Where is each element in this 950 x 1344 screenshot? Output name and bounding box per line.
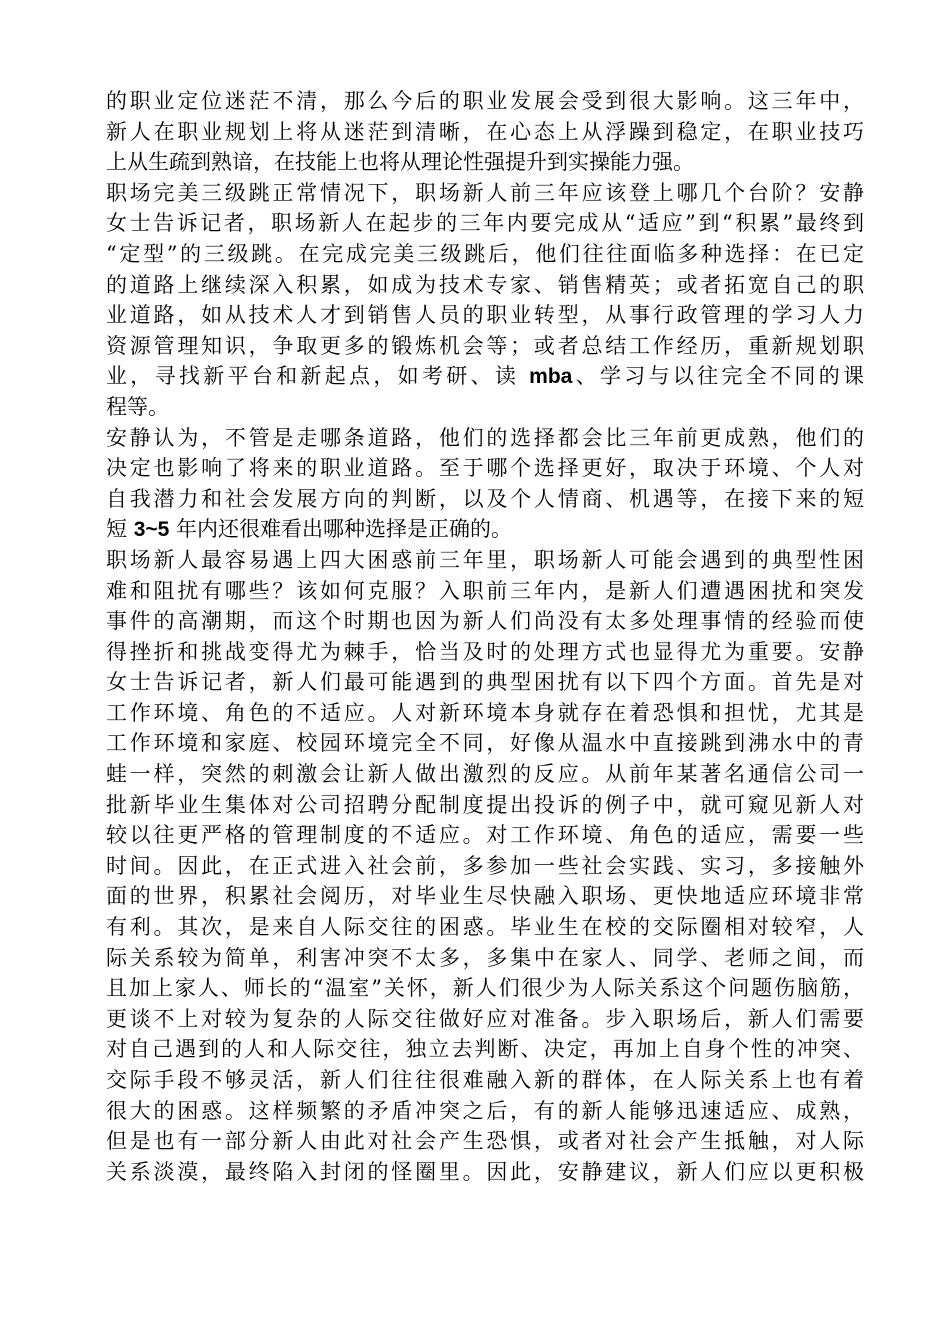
- latin-run: mba: [529, 365, 573, 389]
- text-line: 但是也有一部分新人由此对社会产生恐惧，或者对社会产生抵触，对人际: [106, 1129, 864, 1154]
- text-line: 且加上家人、师长的“温室”关怀，新人们很少为人际关系这个问题伤脑筋，: [106, 976, 864, 1001]
- paragraph-2: [106, 178, 864, 423]
- text-line: 程等。: [106, 394, 169, 419]
- text-line: 决定也影响了将来的职业道路。至于哪个选择更好，取决于环境、个人对: [106, 456, 864, 481]
- paragraph-4: [106, 545, 864, 1187]
- text-line: 女士告诉记者，职场新人在起步的三年内要完成从“适应”到“积累”最终到: [106, 211, 864, 236]
- paragraph-1: [106, 86, 864, 178]
- text-line: 新人在职业规划上将从迷茫到清晰，在心态上从浮躁到稳定，在职业技巧: [106, 119, 864, 144]
- text-line: 际关系较为简单，利害冲突不太多，多集中在家人、同学、老师之间，而: [106, 945, 864, 970]
- text-line: 交际手段不够灵活，新人们往往很难融入新的群体，在人际关系上也有着: [106, 1068, 864, 1092]
- text-line: 对自己遇到的人和人际交往，独立去判断、决定，再加上自身个性的冲突、: [106, 1037, 864, 1062]
- text-line: 短 3~5 年内还很难看出哪种选择是正确的。: [106, 517, 512, 542]
- text-line: 蛙一样，突然的刺激会让新人做出激烈的反应。从前年某著名通信公司一: [106, 762, 864, 787]
- paragraph-3: [106, 423, 864, 545]
- text-line: 安静认为，不管是走哪条道路，他们的选择都会比三年前更成熟，他们的: [106, 425, 864, 450]
- text-line: 的职业定位迷茫不清，那么今后的职业发展会受到很大影响。这三年中，: [106, 89, 864, 113]
- text-line: “定型”的三级跳。在完成完美三级跳后，他们往往面临多种选择：在已定: [106, 241, 864, 266]
- document-body: [106, 86, 864, 1187]
- text-line: 更谈不上对较为复杂的人际交往做好应对准备。步入职场后，新人们需要: [106, 1006, 864, 1031]
- text-line: 职场完美三级跳正常情况下，职场新人前三年应该登上哪几个台阶？安静: [106, 180, 864, 205]
- text-line: 工作环境和家庭、校园环境完全不同，好像从温水中直接跳到沸水中的青: [106, 731, 864, 756]
- text-line: 业道路，如从技术人才到销售人员的职业转型，从事行政管理的学习人力: [106, 303, 864, 328]
- text-line: 较以往更严格的管理制度的不适应。对工作环境、角色的适应，需要一些: [106, 823, 864, 848]
- text-line: 得挫折和挑战变得尤为棘手，恰当及时的处理方式也显得尤为重要。安静: [106, 639, 864, 664]
- text-line: 关系淡漠，最终陷入封闭的怪圈里。因此，安静建议，新人们应以更积极: [106, 1159, 864, 1184]
- text-line: 难和阻扰有哪些？该如何克服？入职前三年内，是新人们遭遇困扰和突发: [106, 578, 864, 603]
- text-line: 资源管理知识，争取更多的锻炼机会等；或者总结工作经历，重新规划职: [106, 333, 864, 358]
- text-line: 自我潜力和社会发展方向的判断，以及个人情商、机遇等，在接下来的短: [106, 486, 864, 511]
- text-line: 女士告诉记者，新人们最可能遇到的典型困扰有以下四个方面。首先是对: [106, 670, 864, 695]
- latin-run: 3~5: [133, 518, 170, 542]
- text-line: 事件的高潮期，而这个时期也因为新人们尚没有太多处理事情的经验而使: [106, 609, 864, 634]
- text-line: 很大的困惑。这样频繁的矛盾冲突之后，有的新人能够迅速适应、成熟，: [106, 1098, 864, 1123]
- text-line: 职场新人最容易遇上四大困惑前三年里，职场新人可能会遇到的典型性困: [106, 547, 864, 572]
- text-line: 的道路上继续深入积累，如成为技术专家、销售精英；或者拓宽自己的职: [106, 272, 864, 297]
- text-line: 工作环境、角色的不适应。人对新环境本身就存在着恐惧和担忧，尤其是: [106, 700, 864, 725]
- text-line: 批新毕业生集体对公司招聘分配制度提出投诉的例子中，就可窥见新人对: [106, 792, 864, 817]
- text-line: 上从生疏到熟谙，在技能上也将从理论性强提升到实操能力强。: [106, 150, 694, 175]
- text-line: 面的世界，积累社会阅历，对毕业生尽快融入职场、更快地适应环境非常: [106, 884, 864, 909]
- text-line: 时间。因此，在正式进入社会前，多参加一些社会实践、实习，多接触外: [106, 853, 864, 878]
- text-line: 业，寻找新平台和新起点，如考研、读 mba、学习与以往完全不同的课: [106, 364, 864, 389]
- text-line: 有利。其次，是来自人际交往的困惑。毕业生在校的交际圈相对较窄，人: [106, 915, 864, 940]
